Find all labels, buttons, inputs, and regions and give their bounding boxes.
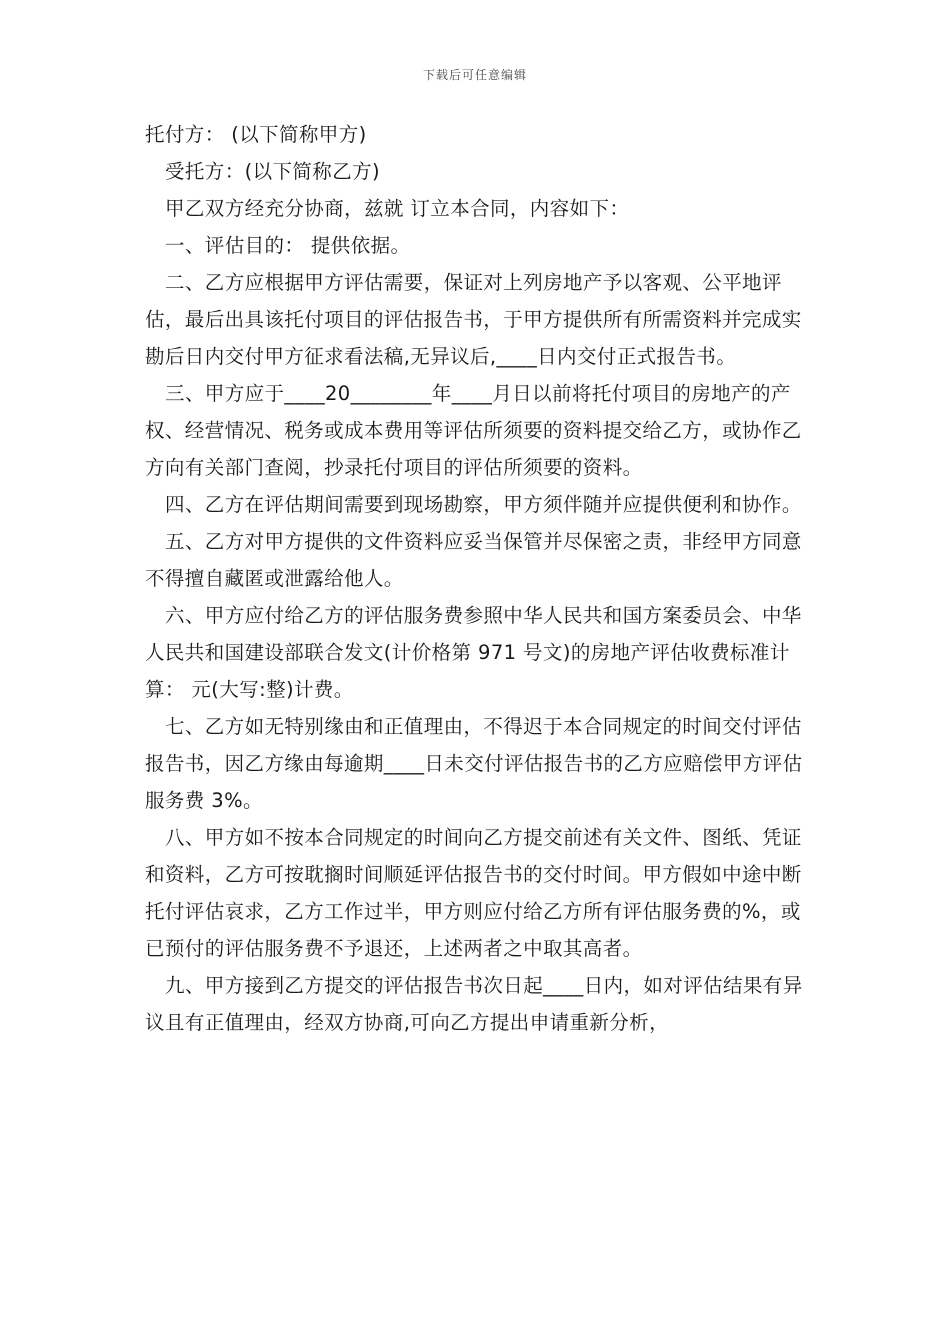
paragraph-clause-4: 四、乙方在评估期间需要到现场勘察，甲方须伴随并应提供便利和协作。 <box>165 493 802 516</box>
paragraph-entrusted-party: 受托方：(以下简称乙方) <box>165 160 381 183</box>
paragraph-clause-9: 九、甲方接到乙方提交的评估报告书次日起____日内，如对评估结果有异议且有正值理由，经双方协商,可向乙方提出申请重新分析， <box>145 974 803 1034</box>
paragraph-clause-8: 八、甲方如不按本合同规定的时间向乙方提交前述有关文件、图纸、凭证和资料，乙方可按耽搁时间顺延评估报告书的交付时间。甲方假如中途中断托付评估哀求，乙方工作过半，甲方则应付给乙方所有评估服务费的%，或已预付的评估服务费不予退还，上述两者之中取其高者。 <box>145 826 802 960</box>
paragraph-agreement-intro: 甲乙双方经充分协商，兹就 订立本合同，内容如下： <box>165 197 630 220</box>
paragraph-clause-1: 一、评估目的： 提供依据。 <box>165 234 411 257</box>
paragraph-clause-2: 二、乙方应根据甲方评估需要，保证对上列房地产予以客观、公平地评估，最后出具该托付项目的评估报告书，于甲方提供所有所需资料并完成实勘后日内交付甲方征求看法稿,无异议后,____日内交付正式报告书。 <box>145 271 802 368</box>
contract-body <box>145 116 810 1041</box>
paragraph-entrusting-party: 托付方： (以下简称甲方) <box>145 123 367 146</box>
paragraph-clause-7: 七、乙方如无特别缘由和正值理由，不得迟于本合同规定的时间交付评估报告书，因乙方缘由每逾期____日未交付评估报告书的乙方应赔偿甲方评估服务费 3%。 <box>145 715 803 812</box>
paragraph-clause-3: 三、甲方应于____20________年____月日以前将托付项目的房地产的产权、经营情况、税务或成本费用等评估所须要的资料提交给乙方，或协作乙方向有关部门查阅，抄录托付项目的评估所须要的资料。 <box>145 382 802 479</box>
paragraph-clause-6: 六、甲方应付给乙方的评估服务费参照中华人民共和国方案委员会、中华人民共和国建设部联合发文(计价格第 971 号文)的房地产评估收费标准计算： 元(大写:整)计费。 <box>145 604 802 701</box>
paragraph-clause-5: 五、乙方对甲方提供的文件资料应妥当保管并尽保密之责，非经甲方同意不得擅自藏匿或泄露给他人。 <box>145 530 802 590</box>
header-note: 下载后可任意编辑 <box>422 68 527 82</box>
